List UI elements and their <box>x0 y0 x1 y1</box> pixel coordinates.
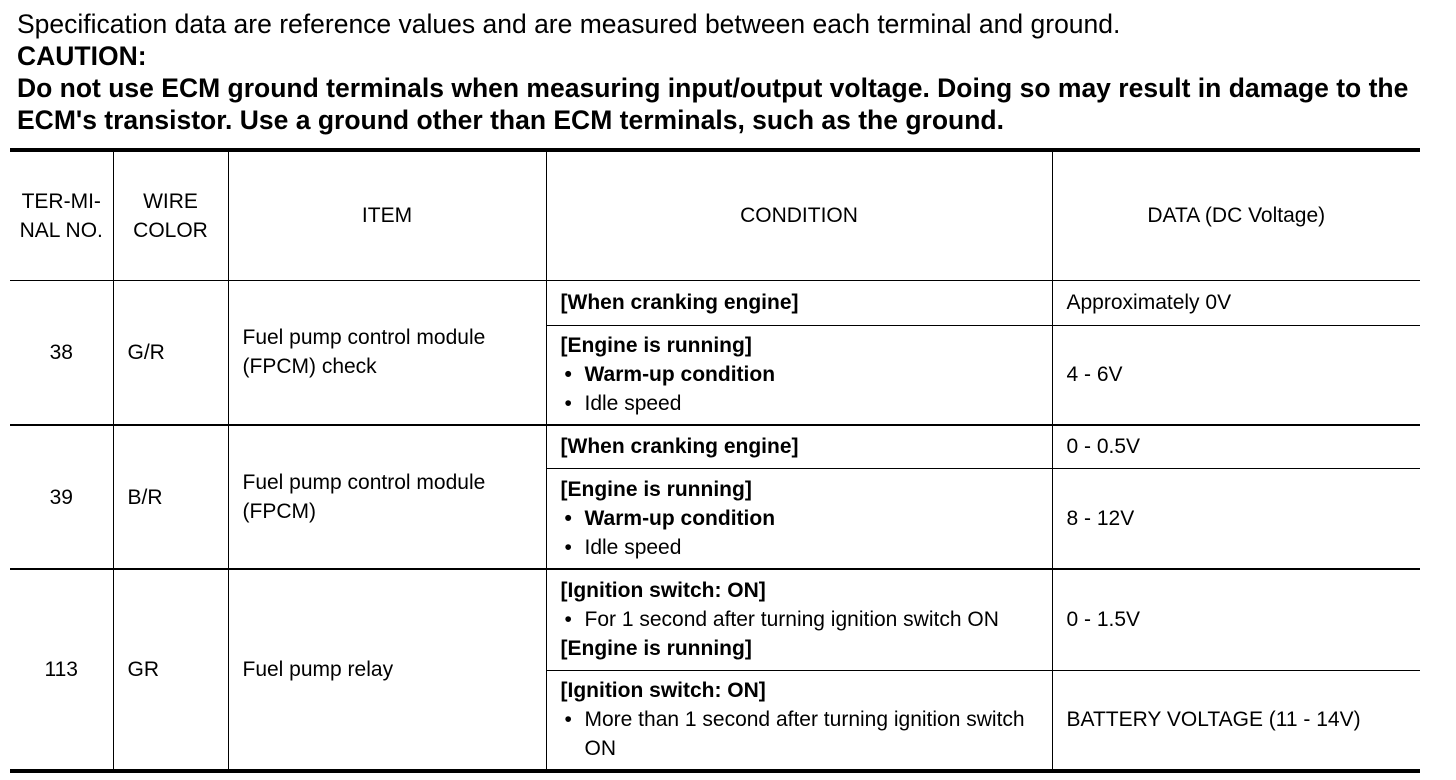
condition-bullet: • More than 1 second after turning ignition switch ON <box>561 705 1038 763</box>
condition-cell <box>546 670 1052 771</box>
condition-title: [Engine is running] <box>560 477 752 501</box>
condition-bullet: • Idle speed <box>561 389 1038 418</box>
data-value: 8 - 12V <box>1052 468 1420 569</box>
condition-cell <box>546 468 1052 569</box>
table-header-row <box>10 150 1420 280</box>
condition-title: [Engine is running] <box>560 334 752 358</box>
wire-color: GR <box>113 569 228 771</box>
header-data: DATA (DC Voltage) <box>1052 150 1420 280</box>
item-name: Fuel pump control module (FPCM) check <box>228 280 546 425</box>
condition-bullet: • Warm-up condition <box>561 504 1038 533</box>
terminal-number: 38 <box>10 280 113 425</box>
condition-bullet: • For 1 second after turning ignition switch ON <box>561 605 1038 634</box>
condition-title: [Ignition switch: ON] <box>560 679 766 703</box>
condition-title: [Ignition switch: ON] <box>560 579 766 603</box>
table-row <box>10 569 1420 670</box>
condition-cell <box>546 569 1052 670</box>
item-name: Fuel pump relay <box>228 569 546 771</box>
header-terminal-no: TER-MI-NAL NO. <box>10 150 113 280</box>
header-condition: CONDITION <box>546 150 1052 280</box>
header-item: ITEM <box>228 150 546 280</box>
terminal-spec-table <box>10 148 1420 773</box>
wire-color: B/R <box>113 425 228 569</box>
data-value: Approximately 0V <box>1052 280 1420 325</box>
terminal-number: 39 <box>10 425 113 569</box>
terminal-number: 113 <box>10 569 113 771</box>
data-value: 0 - 0.5V <box>1052 425 1420 468</box>
item-name: Fuel pump control module (FPCM) <box>228 425 546 569</box>
caution-text: Do not use ECM ground terminals when measuring input/output voltage. Doing so may result in damage to the ECM's transistor. Use a ground other than ECM terminals, such as the ground. <box>17 73 1409 135</box>
data-value: 4 - 6V <box>1052 325 1420 425</box>
intro-block <box>17 8 1429 136</box>
header-wire-color: WIRE COLOR <box>113 150 228 280</box>
wire-color: G/R <box>113 280 228 425</box>
table-row <box>10 425 1420 468</box>
condition-cell <box>546 280 1052 325</box>
table-row <box>10 280 1420 325</box>
condition-title: [When cranking engine] <box>560 435 799 459</box>
condition-cell <box>546 425 1052 468</box>
condition-cell <box>546 325 1052 425</box>
spec-note: Specification data are reference values and are measured between each terminal and ground. <box>17 9 1121 39</box>
condition-title: [Engine is running] <box>560 637 752 661</box>
data-value: BATTERY VOLTAGE (11 - 14V) <box>1052 670 1420 771</box>
condition-bullet: • Idle speed <box>561 533 1038 562</box>
caution-heading: CAUTION: <box>17 41 147 71</box>
condition-bullet: • Warm-up condition <box>561 360 1038 389</box>
condition-title: [When cranking engine] <box>560 291 799 314</box>
data-value: 0 - 1.5V <box>1052 569 1420 670</box>
